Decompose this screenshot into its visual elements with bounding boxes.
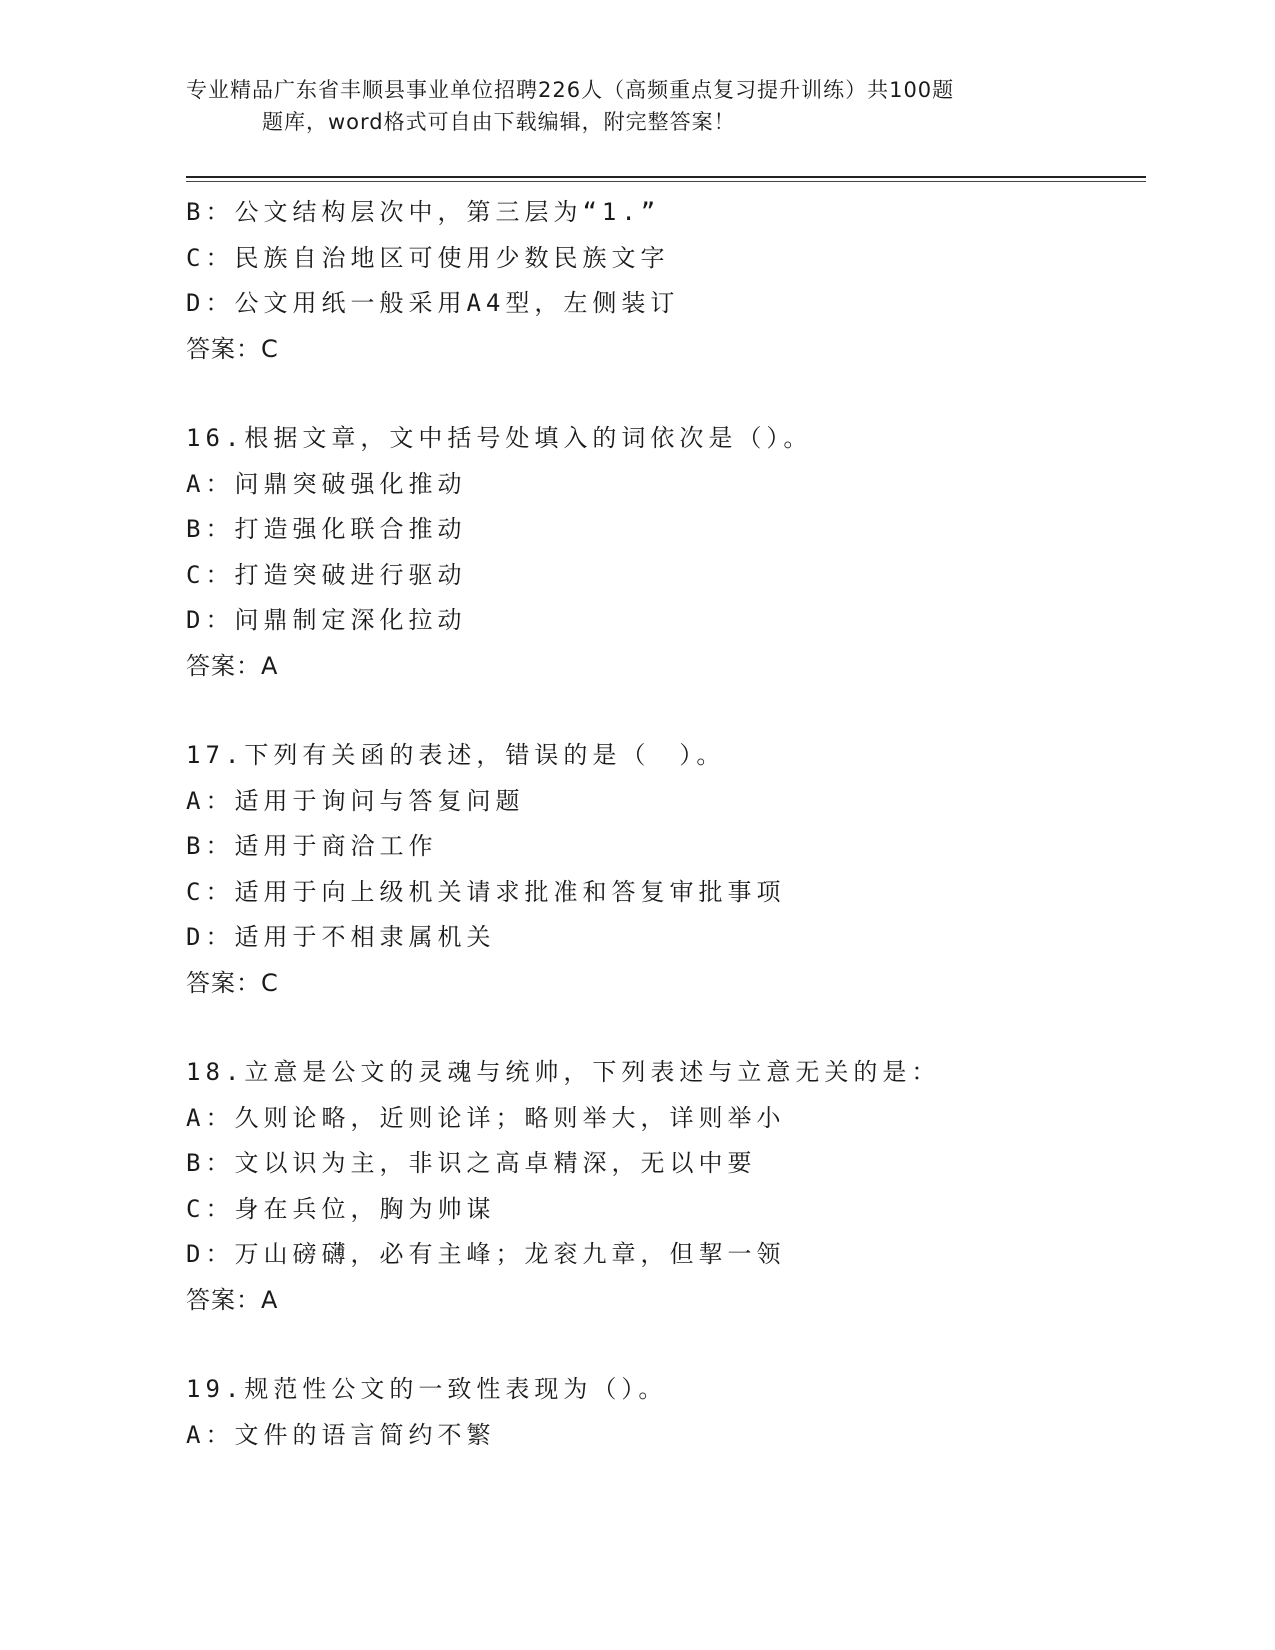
option-c: C：民族自治地区可使用少数民族文字 xyxy=(186,243,670,272)
header-rule-thin xyxy=(186,181,1146,182)
answer-line: 答案：C xyxy=(186,334,279,363)
option-a: A：适用于询问与答复问题 xyxy=(186,786,525,815)
option-d: D：万山磅礴，必有主峰；龙衮九章，但挈一领 xyxy=(186,1240,786,1268)
spacer xyxy=(186,1006,1146,1050)
answer-line: 答案：C xyxy=(186,968,279,997)
header-rule-thick xyxy=(186,176,1146,178)
question-stem: 18.立意是公文的灵魂与统帅，下列表述与立意无关的是： xyxy=(186,1058,941,1086)
option-d: D：问鼎制定深化拉动 xyxy=(186,606,467,634)
header-title-line2: 题库，word格式可自由下载编辑，附完整答案！ xyxy=(262,110,736,134)
header-title-line1: 专业精品广东省丰顺县事业单位招聘226人（高频重点复习提升训练）共100题 xyxy=(186,78,955,102)
option-c: C：身在兵位，胸为帅谋 xyxy=(186,1194,496,1223)
option-a: A：问鼎突破强化推动 xyxy=(186,469,467,498)
option-b: B：打造强化联合推动 xyxy=(186,515,467,543)
option-a: A：文件的语言简约不繁 xyxy=(186,1420,496,1449)
question-17 xyxy=(186,733,1146,1006)
option-b: B：公文结构层次中，第三层为“1.” xyxy=(186,198,661,226)
question-19 xyxy=(186,1367,1146,1458)
question-stem: 17.下列有关函的表述，错误的是（ ）。 xyxy=(186,741,726,769)
lead-question-fragment xyxy=(186,190,1146,372)
question-16 xyxy=(186,416,1146,689)
question-18 xyxy=(186,1050,1146,1323)
option-b: B：文以识为主，非识之高卓精深，无以中要 xyxy=(186,1149,757,1177)
answer-line: 答案：A xyxy=(186,651,279,680)
option-d: D：适用于不相隶属机关 xyxy=(186,923,496,951)
option-c: C：适用于向上级机关请求批准和答复审批事项 xyxy=(186,877,786,906)
spacer xyxy=(186,689,1146,733)
option-c: C：打造突破进行驱动 xyxy=(186,560,467,589)
option-a: A：久则论略，近则论详；略则举大，详则举小 xyxy=(186,1103,786,1132)
spacer xyxy=(186,1323,1146,1367)
option-d: D：公文用纸一般采用A4型，左侧装订 xyxy=(186,289,680,317)
question-stem: 19.规范性公文的一致性表现为（）。 xyxy=(186,1375,668,1403)
option-b: B：适用于商洽工作 xyxy=(186,832,438,860)
question-list xyxy=(186,190,1146,1458)
spacer xyxy=(186,372,1146,416)
answer-line: 答案：A xyxy=(186,1285,279,1314)
document-header xyxy=(186,74,1066,138)
question-stem: 16.根据文章，文中括号处填入的词依次是（）。 xyxy=(186,424,813,452)
